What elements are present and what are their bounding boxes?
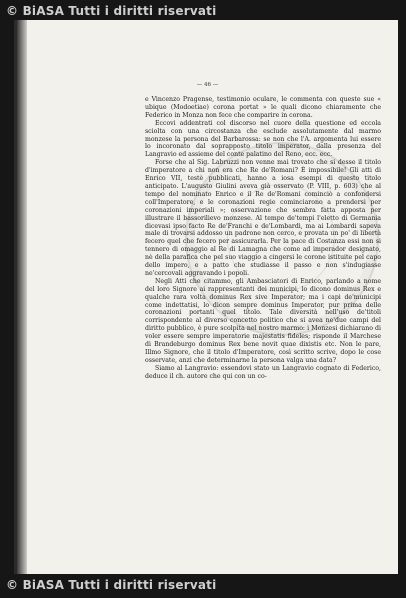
page-body-text xyxy=(145,96,381,381)
watermark-top: © BiASA Tutti i diritti riservati xyxy=(6,4,217,18)
paragraph: Eccovi addentrati col discorso nel cuore della questione ed eccola sciolta con una circostanza che esclude assolutamente dal marmo monzese la persona del Barbarossa: se non che l'A. argomenta lui essere lo incoronato dal soprapposto titolo imperator, dalla presenza del Langravio ed assieme del conte palatino del Reno, ecc. ecc. xyxy=(145,119,381,159)
paragraph: Siamo al Langravio: essendovi stato un Langravio cognato di Federico, deduce il ch. autore che qui con un co- xyxy=(145,364,381,380)
watermark-bottom: © BiASA Tutti i diritti riservati xyxy=(6,578,217,592)
page-number: — 46 — xyxy=(196,82,219,88)
paragraph: Negli Atti che citammo, gli Ambasciatori di Enrico, parlando a nome del loro Signore ai rappresentanti dei municipi, lo dicono dominus Rex e qualche rara volta dominus Rex sive Imperator; ma i capi de'municipi come indettatisi, lo dicon sempre dominus Imperator, pur prima delle coronazioni portanti quel titolo. Tale diversità nell'uso de'titoli corrispondente al diverso concetto politico che si avea ne'due campi del diritto pubblico, è pure scolpita nel nostro marmo: i Monzesi dichiarano di voler essere sempre imperatorie majestatis fideles; risponde il Marchese di Brandeburgo dominus Rex bene novit quae dixistis etc. Non le pare, Illmo Signore, che il titolo d'Imperatore, così scritto scrive, dopo le cose osservate, anzi che determinarne la persona valga una data? xyxy=(145,277,381,364)
book-page xyxy=(14,20,398,574)
paragraph: e Vincenzo Pragense, testimonio oculare, le commenta con queste sue « ubique (Modoetiae) corona portat » le quali dicono chiaramente che Federico in Monza non fece che comparire in corona. xyxy=(145,96,381,119)
page-gutter-shadow xyxy=(17,20,27,574)
paragraph: Forse che al Sig. Labruzzi non venne mai trovato che si desse il titolo d'imperatore a chi non era che Re de'Romani? È impossibile! Gli atti di Enrico VII, testè pubblicati, hanno a iosa esempi di questo titolo anticipato. L'augusto Giulini aveva già osservato (P. VIII, p. 603) che al tempo del nominato Enrico e il Re de'Romani cominciò a confondersi coll'Imperatore, e le coronazioni regie cominciarono a prendersi per coronazioni imperiali »; osservazione che sembra fatta apposta per illustrare il bassorilievo monzese. Al tempo de'tempi l'eletto di Germania dicevasi ipso facto Re de'Franchi e de'Lombardi, ma ai Lombardi sapeva male di trovarsi addosso un padrone non cerco, e provata un po' di libertà fecero quel che fecero per assicurarla. Per la pace di Costanza essi non si tennero di omaggio al Re di Lamagna che come ad imperador designato, nè della parafica che pel suo viaggio a cingersi le corone istituite pel capo dello impero, e a patto che studiasse il passo e non s'indugiasse ne'cercovali aggravando i popoli. xyxy=(145,159,381,277)
